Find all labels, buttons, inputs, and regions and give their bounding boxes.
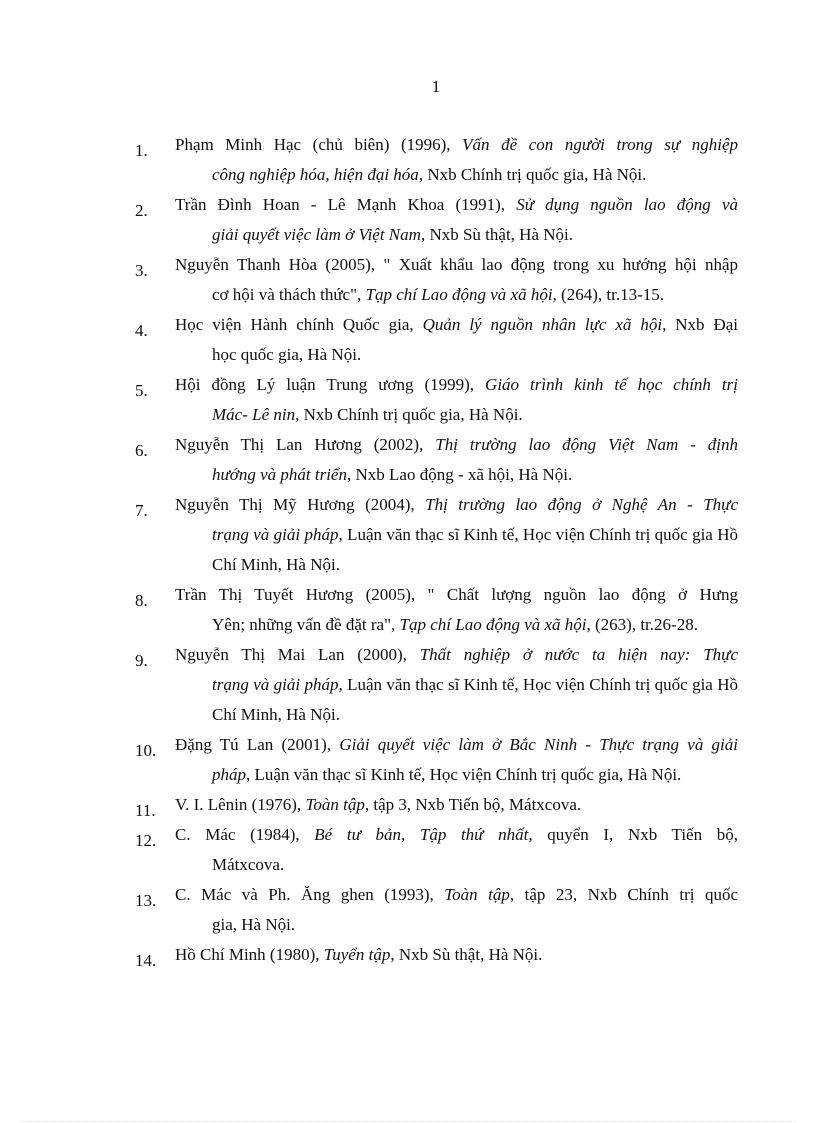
reference-title: Tạp chí Lao động và xã hội xyxy=(399,615,587,634)
reference-text xyxy=(175,250,738,310)
reference-title: Bé tư bản, Tập thứ nhất xyxy=(314,825,529,844)
reference-title: Toàn tập xyxy=(305,795,365,814)
reference-segment: , tập 23, Nxb Chính trị quốc xyxy=(509,885,738,904)
reference-segment: , quyển I, Nxb Tiến bộ, xyxy=(528,825,738,844)
reference-title: Sử dụng nguồn lao động và xyxy=(516,195,738,214)
reference-text xyxy=(175,880,738,940)
reference-title: Vấn đề con người trong sự nghiệp xyxy=(462,135,738,154)
reference-title: Quản lý nguồn nhân lực xã hội xyxy=(422,315,663,334)
reference-segment: V. I. Lênin (1976), xyxy=(175,795,306,814)
reference-number: 2. xyxy=(135,201,148,220)
reference-segment: , (264), tr.13-15. xyxy=(552,285,664,304)
reference-number: 6. xyxy=(135,441,148,460)
reference-title: Giáo trình kinh tế học chính trị xyxy=(485,375,738,394)
reference-item xyxy=(0,430,816,490)
reference-segment: Trần Đình Hoan - Lê Mạnh Khoa (1991), xyxy=(175,195,517,214)
reference-title: giải quyết việc làm ở Việt Nam xyxy=(212,225,421,244)
reference-text xyxy=(175,790,738,820)
reference-segment: , Nxb Chính trị quốc gia, Hà Nội. xyxy=(418,165,647,184)
reference-segment: , Nxb Lao động - xã hội, Hà Nội. xyxy=(346,465,573,484)
reference-segment: C. Mác (1984), xyxy=(175,825,315,844)
page-number: 1 xyxy=(431,77,441,96)
reference-title: pháp xyxy=(212,765,246,784)
reference-text xyxy=(175,190,738,250)
reference-title: Thị trường lao động ở Nghệ An - Thực xyxy=(425,495,738,514)
reference-title: Thất nghiệp ở nước ta hiện nay: Thực xyxy=(419,645,738,664)
reference-item xyxy=(0,250,816,310)
reference-segment: Hồ Chí Minh (1980), xyxy=(175,945,324,964)
reference-text xyxy=(175,820,738,880)
reference-segment: Nguyễn Thị Mai Lan (2000), xyxy=(175,645,420,664)
reference-segment: Yên; những vấn đề đặt ra", xyxy=(212,615,400,634)
reference-title: Tuyển tập xyxy=(323,945,391,964)
reference-segment: gia, Hà Nội. xyxy=(212,915,296,934)
reference-number: 4. xyxy=(135,321,148,340)
reference-segment: , Luận văn thạc sĩ Kinh tế, Học viện Chính trị quốc gia Hồ Chí Minh, Hà Nội. xyxy=(212,525,738,574)
reference-segment: , Nxb Sù thật, Hà Nội. xyxy=(420,225,573,244)
reference-text xyxy=(175,130,738,190)
reference-number: 10. xyxy=(135,741,157,760)
reference-segment: , Luận văn thạc sĩ Kinh tế, Học viện Chính trị quốc gia Hồ Chí Minh, Hà Nội. xyxy=(212,675,738,724)
reference-title: Tạp chí Lao động và xã hội xyxy=(365,285,553,304)
reference-segment: , tập 3, Nxb Tiến bộ, Mátxcova. xyxy=(364,795,582,814)
reference-segment: Nguyễn Thị Lan Hương (2002), xyxy=(175,435,436,454)
reference-segment: Đặng Tú Lan (2001), xyxy=(175,735,340,754)
reference-number: 5. xyxy=(135,381,148,400)
reference-item xyxy=(0,310,816,370)
page-bottom-edge xyxy=(20,1121,796,1122)
reference-item xyxy=(0,370,816,430)
reference-number: 12. xyxy=(135,831,157,850)
reference-number: 13. xyxy=(135,891,157,910)
reference-text xyxy=(175,580,738,640)
reference-title: trạng và giải pháp xyxy=(212,675,339,694)
reference-title: hướng và phát triển xyxy=(212,465,347,484)
reference-number: 9. xyxy=(135,651,148,670)
reference-list xyxy=(0,130,816,970)
reference-text xyxy=(175,370,738,430)
reference-title: Giải quyết việc làm ở Bắc Ninh - Thực trạng và giải xyxy=(339,735,739,754)
reference-segment: , Nxb Chính trị quốc gia, Hà Nội. xyxy=(295,405,523,424)
reference-item xyxy=(0,130,816,190)
reference-segment: Nguyễn Thanh Hòa (2005), " Xuất khẩu lao động trong xu hướng hội nhập xyxy=(175,255,738,274)
reference-segment: Học viện Hành chính Quốc gia, xyxy=(175,315,423,334)
reference-segment: Mátxcova. xyxy=(212,855,285,874)
reference-segment: , Nxb Sù thật, Hà Nội. xyxy=(390,945,543,964)
reference-text xyxy=(175,940,738,970)
reference-segment: Nguyễn Thị Mỹ Hương (2004), xyxy=(175,495,426,514)
reference-segment: Phạm Minh Hạc (chủ biên) (1996), xyxy=(175,135,463,154)
reference-item xyxy=(0,730,816,790)
reference-item xyxy=(0,880,816,940)
reference-text xyxy=(175,640,738,730)
reference-number: 3. xyxy=(135,261,148,280)
reference-item xyxy=(0,640,816,730)
reference-title: Mác- Lê nin xyxy=(212,405,296,424)
reference-segment: Hội đồng Lý luận Trung ương (1999), xyxy=(175,375,486,394)
reference-number: 11. xyxy=(135,801,156,820)
reference-segment: , Nxb Đại xyxy=(662,315,738,334)
reference-number: 8. xyxy=(135,591,148,610)
reference-text xyxy=(175,730,738,790)
reference-segment: , Luận văn thạc sĩ Kinh tế, Học viện Chính trị quốc gia, Hà Nội. xyxy=(246,765,682,784)
reference-segment: , (263), tr.26-28. xyxy=(586,615,698,634)
reference-title: công nghiệp hóa, hiện đại hóa xyxy=(212,165,419,184)
reference-item xyxy=(0,580,816,640)
reference-item xyxy=(0,190,816,250)
reference-segment: C. Mác và Ph. Ăng ghen (1993), xyxy=(175,885,445,904)
reference-number: 7. xyxy=(135,501,148,520)
reference-title: Thị trường lao động Việt Nam - định xyxy=(435,435,739,454)
reference-text xyxy=(175,490,738,580)
reference-text xyxy=(175,430,738,490)
reference-title: trạng và giải pháp xyxy=(212,525,339,544)
reference-segment: Trần Thị Tuyết Hương (2005), " Chất lượng nguồn lao động ở Hưng xyxy=(175,585,738,604)
reference-item xyxy=(0,820,816,880)
reference-segment: học quốc gia, Hà Nội. xyxy=(212,345,362,364)
reference-item xyxy=(0,940,816,970)
reference-item xyxy=(0,490,816,580)
reference-item xyxy=(0,790,816,820)
reference-segment: cơ hội và thách thức", xyxy=(212,285,366,304)
reference-number: 14. xyxy=(135,951,157,970)
reference-number: 1. xyxy=(135,141,148,160)
reference-text xyxy=(175,310,738,370)
reference-title: Toàn tập xyxy=(444,885,510,904)
